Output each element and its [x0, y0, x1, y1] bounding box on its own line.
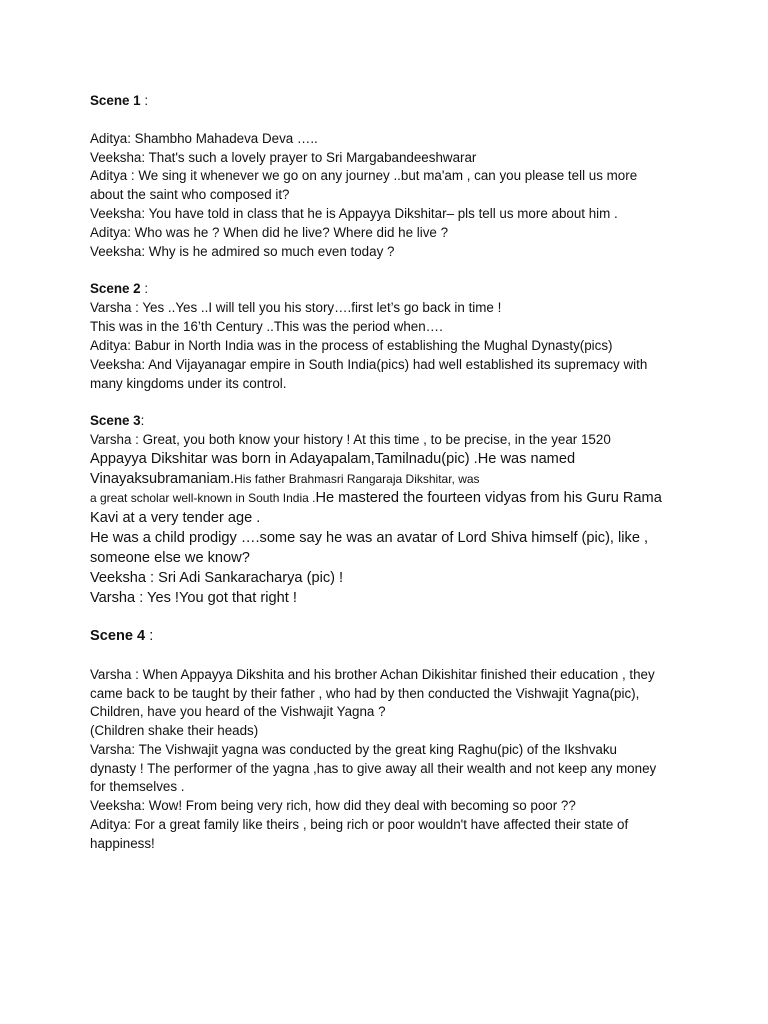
scene-4-line: Aditya: For a great family like theirs , being rich or poor wouldn't have affected their state of [90, 817, 629, 832]
scene-4-line: Children, have you heard of the Vishwajit Yagna ? [90, 704, 386, 719]
scene-4-line: Varsha: The Vishwajit yagna was conducted by the great king Raghu(pic) of the Ikshvaku [90, 742, 618, 757]
scene-1-line: Veeksha: You have told in class that he is Appayya Dikshitar– pls tell us more about him . [90, 206, 618, 221]
scene-4-line: dynasty ! The performer of the yagna ,has to give away all their wealth and not keep any money [90, 761, 657, 776]
scene-4-line: for themselves . [90, 779, 185, 794]
scene-3-name-text: Vinayaksubramaniam. [90, 471, 235, 487]
scene-2-line: Aditya: Babur in North India was in the process of establishing the Mughal Dynasty(pics) [90, 338, 613, 353]
scene-4-line: Varsha : When Appayya Dikshita and his brother Achan Dikishitar finished their education , they [90, 667, 655, 682]
scene-1-colon: : [140, 93, 149, 108]
scene-2-heading [90, 281, 148, 297]
scene-3-line: Veeksha : Sri Adi Sankaracharya (pic) ! [90, 570, 344, 586]
scene-2-colon: : [140, 281, 149, 296]
scene-3-line [90, 489, 662, 507]
scene-1-line: Veeksha: That's such a lovely prayer to Sri Margabandeeshwarar [90, 150, 477, 165]
scene-2-title: Scene 2 [90, 281, 141, 296]
scene-3-line: Kavi at a very tender age . [90, 510, 261, 526]
scene-3-line [90, 470, 480, 488]
scene-3-title: Scene 3 [90, 413, 141, 428]
scene-4-line: happiness! [90, 836, 155, 851]
scene-2-line: This was in the 16’th Century ..This was the period when…. [90, 319, 443, 334]
scene-2-line: many kingdoms under its control. [90, 376, 287, 391]
scene-3-small-text: His father Brahmasri Rangaraja Dikshitar, was [234, 472, 480, 486]
scene-3-line: someone else we know? [90, 550, 250, 566]
scene-3-large-text: He mastered the fourteen vidyas from his Guru Rama [315, 490, 662, 506]
scene-1-line: Aditya: Shambho Mahadeva Deva ….. [90, 131, 318, 146]
scene-4-line: (Children shake their heads) [90, 723, 259, 738]
scene-4-colon: : [145, 628, 154, 644]
scene-3-line: Appayya Dikshitar was born in Adayapalam,Tamilnadu(pic) .He was named [90, 451, 576, 467]
scene-1-line: Aditya : We sing it whenever we go on any journey ..but ma'am , can you please tell us more [90, 168, 638, 183]
scene-1-line: Veeksha: Why is he admired so much even today ? [90, 244, 395, 259]
scene-3-small-text: a great scholar well-known in South India . [90, 491, 316, 505]
scene-1-title: Scene 1 [90, 93, 141, 108]
scene-3-line: Varsha : Great, you both know your history ! At this time , to be precise, in the year 1520 [90, 432, 611, 447]
scene-3-line: He was a child prodigy ….some say he was an avatar of Lord Shiva himself (pic), like , [90, 530, 649, 546]
scene-1-heading [90, 93, 148, 109]
scene-3-colon: : [140, 413, 145, 428]
scene-1-line: Aditya: Who was he ? When did he live? Where did he live ? [90, 225, 449, 240]
scene-4-title: Scene 4 [90, 628, 146, 644]
scene-4-line: came back to be taught by their father , who had by then conducted the Vishwajit Yagna(pic), [90, 686, 640, 701]
scene-1-line: about the saint who composed it? [90, 187, 290, 202]
scene-2-line: Varsha : Yes ..Yes ..I will tell you his story….first let’s go back in time ! [90, 300, 502, 315]
scene-2-line: Veeksha: And Vijayanagar empire in South India(pics) had well established its supremacy with [90, 357, 648, 372]
scene-4-heading [90, 627, 153, 645]
scene-4-line: Veeksha: Wow! From being very rich, how did they deal with becoming so poor ?? [90, 798, 576, 813]
scene-3-line: Varsha : Yes !You got that right ! [90, 590, 297, 606]
scene-3-heading [90, 413, 144, 429]
